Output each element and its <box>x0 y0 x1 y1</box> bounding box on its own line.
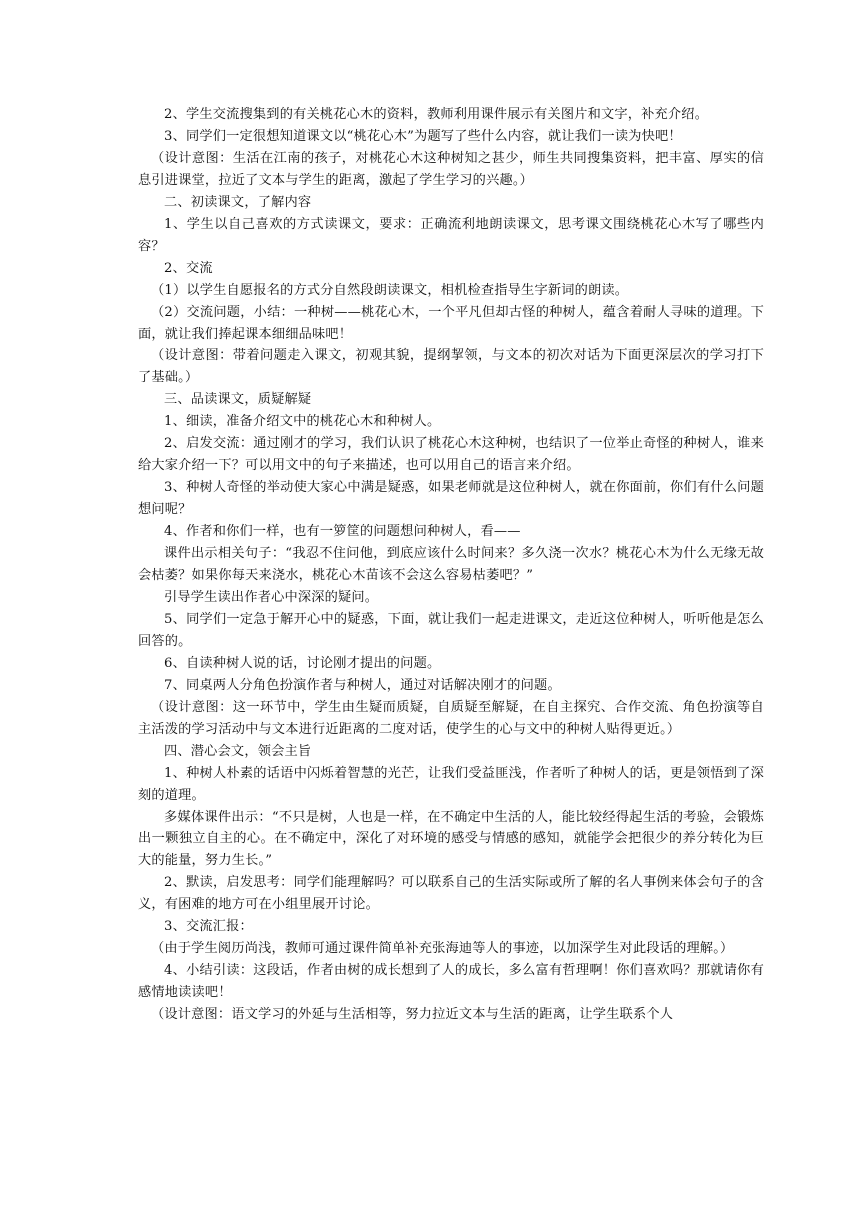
paragraph: （2）交流问题，小结：一种树——桃花心木，一个平凡但却古怪的种树人，蕴含着耐人寻味的道理。下面，就让我们捧起课本细细品味吧！ <box>138 304 764 342</box>
paragraph: 3、交流汇报： <box>164 919 253 935</box>
section-heading: 三、品读课文，质疑解疑 <box>164 392 312 408</box>
design-intent-note: （设计意图：带着问题走入课文，初观其貌，提纲挈领，与文本的初次对话为下面更深层次的学习打下了基础。） <box>138 348 764 386</box>
paragraph: 1、细读，准备介绍文中的桃花心木和种树人。 <box>164 414 441 430</box>
document-body <box>138 104 764 1026</box>
paragraph: 3、种树人奇怪的举动使大家心中满是疑惑，如果老师就是这位种树人，就在你面前，你们有什么问题想问呢？ <box>138 480 764 518</box>
design-intent-note: （设计意图：生活在江南的孩子，对桃花心木这种树知之甚少，师生共同搜集资料，把丰富、厚实的信息引进课堂，拉近了文本与学生的距离，激起了学生学习的兴趣。） <box>138 150 764 188</box>
paragraph: （1）以学生自愿报名的方式分自然段朗读课文，相机检查指导生字新词的朗读。 <box>151 282 629 298</box>
paragraph: 课件出示相关句子：“我忍不住问他，到底应该什么时间来？多久浇一次水？桃花心木为什么无缘无故会枯萎？如果你每天来浇水，桃花心木苗该不会这么容易枯萎吧？” <box>138 546 764 584</box>
paragraph: 4、作者和你们一样，也有一箩筐的问题想问种树人，看—— <box>164 524 521 540</box>
paragraph: 2、默读，启发思考：同学们能理解吗？可以联系自己的生活实际或所了解的名人事例来体会句子的含义，有困难的地方可在小组里展开讨论。 <box>138 875 764 913</box>
paragraph: 2、交流 <box>164 260 213 276</box>
design-intent-note: （设计意图：语文学习的外延与生活相等，努力拉近文本与生活的距离，让学生联系个人 <box>151 1007 674 1023</box>
paragraph: 3、同学们一定很想知道课文以“桃花心木”为题写了些什么内容，就让我们一读为快吧！ <box>164 128 682 144</box>
design-intent-note: （设计意图：这一环节中，学生由生疑而质疑，自质疑至解疑，在自主探究、合作交流、角色扮演等自主活泼的学习活动中与文本进行近距离的二度对话，使学生的心与文中的种树人贴得更近。） <box>138 699 764 737</box>
paragraph: 4、小结引读：这段话，作者由树的成长想到了人的成长，多么富有哲理啊！你们喜欢吗？那就请你有感情地读读吧！ <box>138 963 764 1001</box>
paragraph: 1、学生以自己喜欢的方式读课文，要求：正确流利地朗读课文，思考课文围绕桃花心木写了哪些内容？ <box>138 216 764 254</box>
section-heading: 二、初读课文，了解内容 <box>164 194 312 210</box>
paragraph: 7、同桌两人分角色扮演作者与种树人，通过对话解决刚才的问题。 <box>164 677 561 693</box>
paragraph: 2、学生交流搜集到的有关桃花心木的资料，教师利用课件展示有关图片和文字，补充介绍。 <box>164 107 709 122</box>
paragraph: 6、自读种树人说的话，讨论刚才提出的问题。 <box>164 655 441 671</box>
paragraph: （由于学生阅历尚浅，教师可通过课件简单补充张海迪等人的事迹，以加深学生对此段话的理解。） <box>151 941 734 957</box>
paragraph: 2、启发交流：通过刚才的学习，我们认识了桃花心木这种树，也结识了一位举止奇怪的种树人，谁来给大家介绍一下？可以用文中的句子来描述，也可以用自己的语言来介绍。 <box>138 436 764 474</box>
paragraph: 5、同学们一定急于解开心中的疑惑，下面，就让我们一起走进课文，走近这位种树人，听听他是怎么回答的。 <box>138 611 764 649</box>
section-heading: 四、潜心会文，领会主旨 <box>164 743 312 759</box>
paragraph: 多媒体课件出示：“不只是树，人也是一样，在不确定中生活的人，能比较经得起生活的考验，会锻炼出一颗独立自主的心。在不确定中，深化了对环境的感受与情感的感知，就能学会把很少的养分转化为巨大的能量，努力生长。” <box>138 809 764 869</box>
paragraph: 1、种树人朴素的话语中闪烁着智慧的光芒，让我们受益匪浅，作者听了种树人的话，更是领悟到了深刻的道理。 <box>138 765 764 803</box>
paragraph: 引导学生读出作者心中深深的疑问。 <box>164 589 379 605</box>
